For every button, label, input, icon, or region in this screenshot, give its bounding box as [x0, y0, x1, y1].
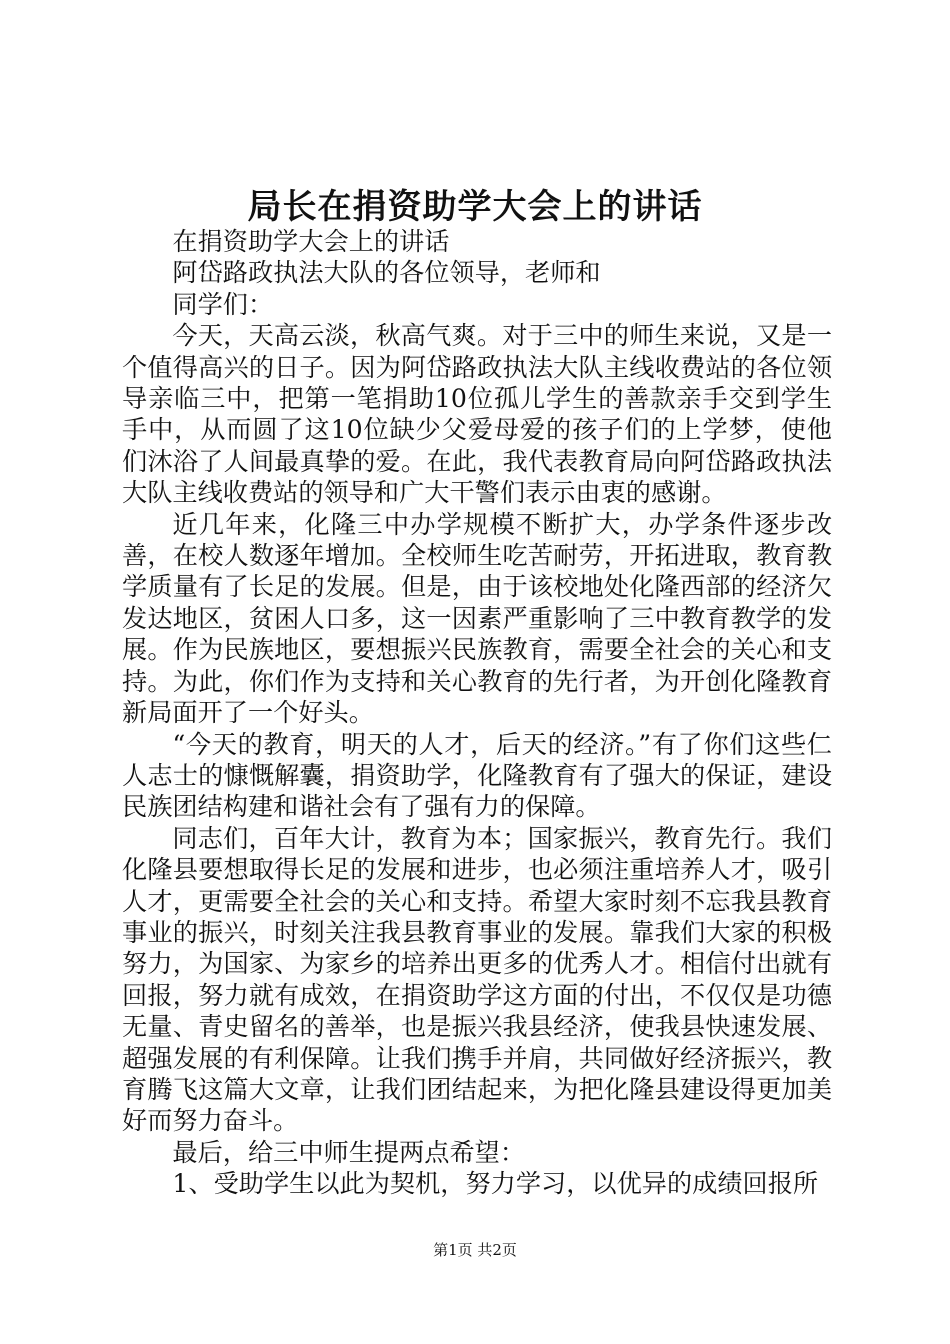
salutation-line: 阿岱路政执法大队的各位领导，老师和 — [172, 258, 601, 288]
page-footer: 第1页 共2页 — [433, 1241, 517, 1259]
document-title: 局长在捐资助学大会上的讲话 — [247, 187, 703, 227]
subtitle-line: 在捐资助学大会上的讲话 — [172, 227, 450, 256]
body-paragraph: 近几年来，化隆三中办学规模不断扩大，办学条件逐步改善，在校人数逐年增加。全校师生吃苦耐劳，开拓进取，教育教学质量有了长足的发展。但是，由于该校地处化隆西部的经济欠发达地区，贫困人口多，这一因素严重影响了三中教育教学的发展。作为民族地区，要想振兴民族教育，需要全社会的关心和支持。为此，你们作为支持和关心教育的先行者，为开创化隆教育新局面开了一个好头。 — [122, 509, 832, 728]
body-paragraph: 今天，天高云淡，秋高气爽。对于三中的师生来说，又是一个值得高兴的日子。因为阿岱路政执法大队主线收费站的各位领导亲临三中，把第一笔捐助10位孤儿学生的善款亲手交到学生手中，从而圆了这10位缺少父爱母爱的孩子们的上学梦，使他们沐浴了人间最真挚的爱。在此，我代表教育局向阿岱路政执法大队主线收费站的领导和广大干警们表示由衷的感谢。 — [122, 321, 832, 508]
document-body — [122, 226, 832, 1200]
body-paragraph: “今天的教育，明天的人才，后天的经济。”有了你们这些仁人志士的慷慨解囊，捐资助学，化隆教育有了强大的保证，建设民族团结构建和谐社会有了强有力的保障。 — [122, 729, 832, 822]
body-paragraph: 同志们，百年大计，教育为本；国家振兴，教育先行。我们化隆县要想取得长足的发展和进步，也必须注重培养人才，吸引人才，更需要全社会的关心和支持。希望大家时刻不忘我县教育事业的振兴，时刻关注我县教育事业的发展。靠我们大家的积极努力，为国家、为家乡的培养出更多的优秀人才。相信付出就有回报，努力就有成效，在捐资助学这方面的付出，不仅仅是功德无量、青史留名的善举，也是振兴我县经济，使我县快速发展、超强发展的有利保障。让我们携手并肩，共同做好经济振兴，教育腾飞这篇大文章，让我们团结起来，为把化隆县建设得更加美好而努力奋斗。 — [122, 823, 832, 1136]
body-paragraph: 1、受助学生以此为契机，努力学习，以优异的成绩回报所 — [172, 1169, 819, 1199]
salutation-line-continued: 同学们： — [172, 289, 274, 319]
body-paragraph: 最后，给三中师生提两点希望： — [172, 1137, 526, 1167]
